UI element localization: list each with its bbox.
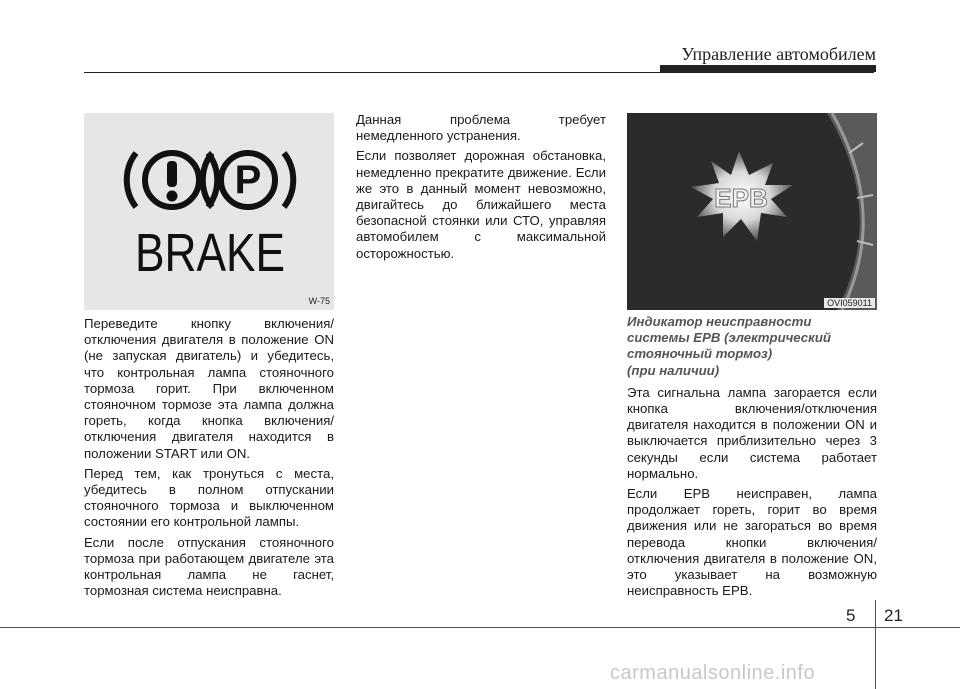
column-right [627, 314, 877, 603]
paragraph: Перед тем, как тронуться с места, убедитесь в полном отпускании стояночного тормоза и выключенном состоянии его контрольной лампы. [84, 465, 334, 530]
epb-warning-figure [627, 113, 877, 310]
paragraph: Данная проблема требует немедленного устранения. [356, 112, 606, 144]
epb-label: EPB [714, 183, 768, 213]
page-header-title: Управление автомобилем [681, 44, 876, 64]
page-number-separator [875, 600, 876, 689]
brake-warning-icon [84, 113, 334, 310]
header-rule [84, 72, 874, 73]
brake-label: BRAKE [135, 223, 285, 283]
svg-text:P: P [234, 158, 262, 202]
column-left [84, 316, 334, 603]
heading-line: стояночный тормоз) [627, 346, 773, 362]
heading-line: системы EPB (электрический [627, 330, 831, 346]
column-middle [356, 112, 606, 266]
figure-code: OVI059011 [824, 298, 875, 308]
footer-rule [0, 627, 875, 628]
paragraph: Если после отпускания стояночного тормоза при работающем двигателе эта контрольная лампа не гаснет, тормозная система неисправна. [84, 534, 334, 599]
page-number: 21 [884, 606, 903, 625]
heading-line: (при наличии) [627, 362, 720, 378]
footer-rule [875, 627, 960, 628]
figure-code: W-75 [308, 296, 330, 306]
watermark: carmanualsonline.info [610, 662, 816, 684]
epb-indicator-icon [627, 113, 877, 310]
section-heading [627, 314, 877, 379]
heading-line: Индикатор неисправности [627, 314, 812, 329]
paragraph: Эта сигнальна лампа загорается если кнопка включения/отключения двигателя находится в положении ON и выключается приблизительно через 3 секунды если система работает нормально. [627, 384, 877, 481]
chapter-number: 5 [846, 606, 856, 625]
paragraph: Если позволяет дорожная обстановка, немедленно прекратите движение. Если же это в данный момент невозможно, двигайтесь до ближайшего места безопасной стоянки или СТО, управляя автомобилем с максимальной осторожностью. [356, 148, 606, 261]
paragraph: Если EPB неисправен, лампа продолжает гореть, горит во время движения или не загораться во время перевода кнопки включения/ отключения двигателя в положение ON, это указывает на возможную неисправность EPB. [627, 486, 877, 599]
header-rule-thick [660, 65, 876, 72]
paragraph: Переведите кнопку включения/ отключения двигателя в положение ON (не запуская двигатель) и убедитесь, что контрольная лампа стояночного тормоза горит. При включенном стояночном тормозе эта лампа должна гореть, когда кнопка включения/отключения двигателя находится в положении START или ON. [84, 316, 334, 461]
brake-warning-figure [84, 113, 334, 310]
